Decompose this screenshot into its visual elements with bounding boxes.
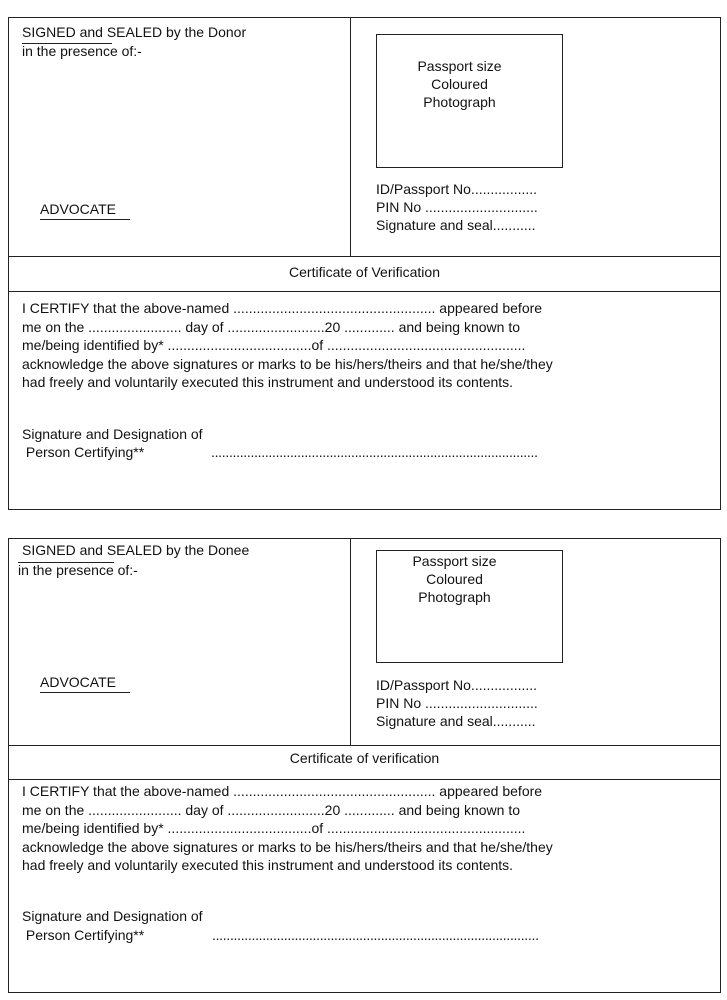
- donor-certify-line-4: acknowledge the above signatures or marks to be his/hers/theirs and that he/she/they: [22, 355, 553, 372]
- donor-signature-designation: Signature and Designation of: [22, 426, 203, 442]
- donee-advocate-rule: [40, 692, 130, 693]
- donor-certificate-title: Certificate of Verification: [289, 264, 440, 280]
- donee-signed-line: SIGNED and SEALED by the Donee: [22, 542, 250, 558]
- donor-divider-bottom: [8, 291, 721, 292]
- donee-photo-line-2: Coloured: [426, 571, 483, 587]
- donee-certify-line-3: me/being identified by* .....................................of ...................................................: [22, 820, 526, 836]
- donee-photo-line-3: Photograph: [418, 589, 491, 605]
- donor-id-passport: ID/Passport No.................: [376, 181, 538, 197]
- donor-signature-seal: Signature and seal...........: [376, 217, 536, 233]
- donee-divider-bottom: [8, 779, 721, 780]
- donee-certify-paragraph: [22, 782, 553, 875]
- donee-signature-seal: Signature and seal...........: [376, 713, 536, 729]
- donee-certificate-title: Certificate of verification: [289, 750, 440, 766]
- donor-advocate-rule: [40, 219, 130, 220]
- donor-person-certifying: Person Certifying**: [22, 444, 145, 460]
- donor-photo-line-1: Passport size: [417, 58, 502, 74]
- donor-advocate-label: ADVOCATE: [40, 201, 116, 217]
- donor-presence-line: in the presence of:-: [22, 43, 142, 59]
- donor-certify-line-1: I CERTIFY that the above-named .................................................... appeared before: [22, 300, 543, 316]
- donor-certify-line-2: me on the ........................ day of .........................20 ............. and being known to: [22, 318, 521, 335]
- donee-photo-line-1: Passport size: [412, 553, 497, 569]
- donor-photo-line-3: Photograph: [423, 94, 496, 110]
- donee-presence-line: in the presence of:-: [18, 562, 138, 578]
- donee-signature-dots: ...........................................................................................: [212, 927, 539, 943]
- donee-certify-line-4: acknowledge the above signatures or marks to be his/hers/theirs and that he/she/they: [22, 838, 553, 855]
- donee-person-certifying: Person Certifying**: [22, 927, 145, 943]
- donee-certify-line-2: me on the ........................ day of .........................20 ............. and being known to: [22, 801, 521, 818]
- donee-photo-placeholder: [376, 550, 563, 663]
- donor-certify-paragraph: [22, 299, 553, 392]
- donee-certify-line-5: had freely and voluntarily executed this instrument and understood its contents.: [22, 857, 514, 873]
- donee-advocate-label: ADVOCATE: [40, 674, 116, 690]
- donee-divider-top: [8, 745, 721, 746]
- donor-signed-line: SIGNED and SEALED by the Donor: [22, 24, 247, 40]
- donor-pin: PIN No .............................: [376, 199, 538, 215]
- donor-photo-placeholder: [376, 34, 563, 168]
- donee-id-passport: ID/Passport No.................: [376, 677, 538, 693]
- donor-certify-line-5: had freely and voluntarily executed this instrument and understood its contents.: [22, 374, 514, 390]
- donor-photo-line-2: Coloured: [431, 76, 488, 92]
- donor-certify-line-3: me/being identified by* .....................................of ...................................................: [22, 337, 526, 353]
- donor-signature-dots: ...........................................................................................: [211, 444, 538, 460]
- donee-certify-line-1: I CERTIFY that the above-named .................................................... appeared before: [22, 783, 543, 799]
- donee-presence-rule: [18, 562, 114, 563]
- donee-pin: PIN No .............................: [376, 695, 538, 711]
- donor-presence-rule: [22, 43, 112, 44]
- donor-column-divider: [350, 17, 351, 257]
- donor-divider-top: [8, 256, 721, 257]
- donee-signature-designation: Signature and Designation of: [22, 908, 203, 924]
